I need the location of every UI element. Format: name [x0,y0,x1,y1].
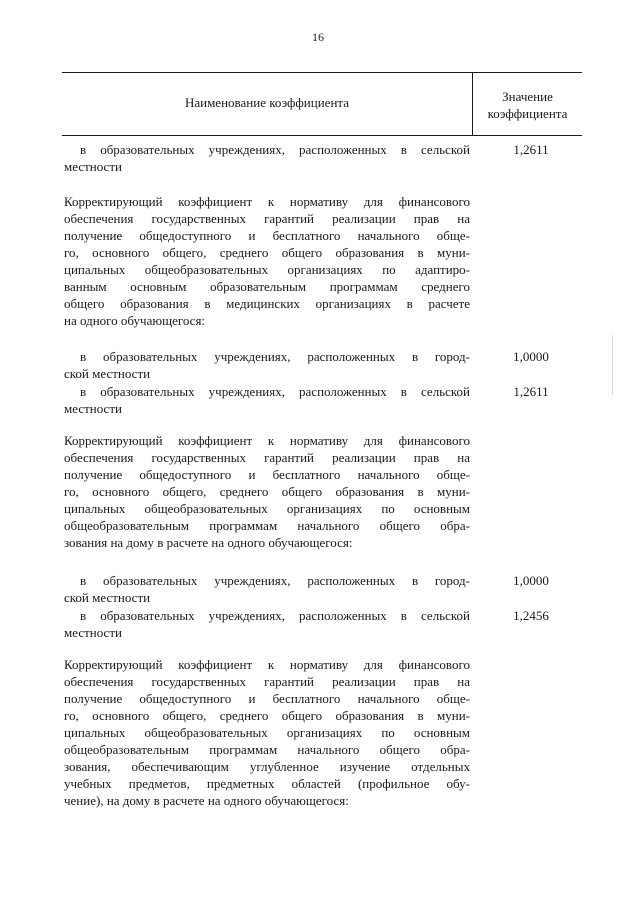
header-value-line2: коэффициента [487,106,568,121]
text-line: в образовательных учреждениях, расположенных в город- [80,573,470,588]
text-line: получение общедоступного и бесплатного начального обще- [64,691,470,706]
text-line: получение общедоступного и бесплатного начального обще- [64,467,470,482]
coefficient-value: 1,0000 [513,573,549,588]
text-line: обеспечения государственных гарантий реализации прав на [64,450,470,465]
coefficient-description-1 [64,193,470,329]
scan-mark [612,335,613,395]
text-line: зования, обеспечивающим углубленное изучение отдельных [64,759,470,774]
coefficient-row-rural-1 [64,141,470,175]
text-line: чение), на дому в расчете на одного обучающегося: [64,793,349,808]
text-line: общего образования в медицинских организациях в расчете [64,296,470,311]
page-number: 16 [312,30,324,44]
text-line: местности [64,625,122,640]
text-line: ванным основным образовательным программам среднего [64,279,470,294]
header-value-line1: Значение [502,89,553,104]
coefficient-description-2 [64,432,470,551]
text-line: общеобразовательным программам начального общего обра- [64,742,470,757]
text-line: го, основного общего, среднего общего образования в муни- [64,245,470,260]
text-line: ской местности [64,590,151,605]
text-line: зования на дому в расчете на одного обучающегося: [64,535,353,550]
coefficient-value: 1,2611 [513,142,549,157]
coefficient-value: 1,0000 [513,349,549,364]
text-line: ципальных общеобразовательных организациях по адаптиро- [64,262,470,277]
text-line: ципальных общеобразовательных организациях по основным [64,501,470,516]
text-line: Корректирующий коэффициент к нормативу для финансового [64,194,470,209]
text-line: местности [64,159,122,174]
coefficient-value: 1,2456 [513,608,549,623]
text-line: в образовательных учреждениях, расположенных в город- [80,349,470,364]
text-line: получение общедоступного и бесплатного начального обще- [64,228,470,243]
text-line: Корректирующий коэффициент к нормативу для финансового [64,433,470,448]
text-line: в образовательных учреждениях, расположенных в сельской [80,608,470,623]
text-line: го, основного общего, среднего общего образования в муни- [64,484,470,499]
header-name-column: Наименование коэффициента [184,95,350,110]
coefficient-row-urban-2 [64,572,470,606]
text-line: обеспечения государственных гарантий реализации прав на [64,211,470,226]
text-line: ской местности [64,366,151,381]
coefficient-description-3 [64,656,470,809]
text-line: в образовательных учреждениях, расположенных в сельской [80,142,470,157]
coefficient-row-rural-2 [64,383,470,417]
text-line: учебных предметов, предметных областей (профильное обу- [64,776,470,791]
text-line: ципальных общеобразовательных организациях по основным [64,725,470,740]
text-line: в образовательных учреждениях, расположенных в сельской [80,384,470,399]
coefficient-row-urban-1 [64,348,470,382]
text-line: го, основного общего, среднего общего образования в муни- [64,708,470,723]
text-line: Корректирующий коэффициент к нормативу для финансового [64,657,470,672]
coefficient-value: 1,2611 [513,384,549,399]
text-line: местности [64,401,122,416]
text-line: обеспечения государственных гарантий реализации прав на [64,674,470,689]
header-value-column [473,88,582,122]
coefficient-row-rural-3 [64,607,470,641]
text-line: общеобразовательным программам начального общего обра- [64,518,470,533]
text-line: на одного обучающегося: [64,313,206,328]
